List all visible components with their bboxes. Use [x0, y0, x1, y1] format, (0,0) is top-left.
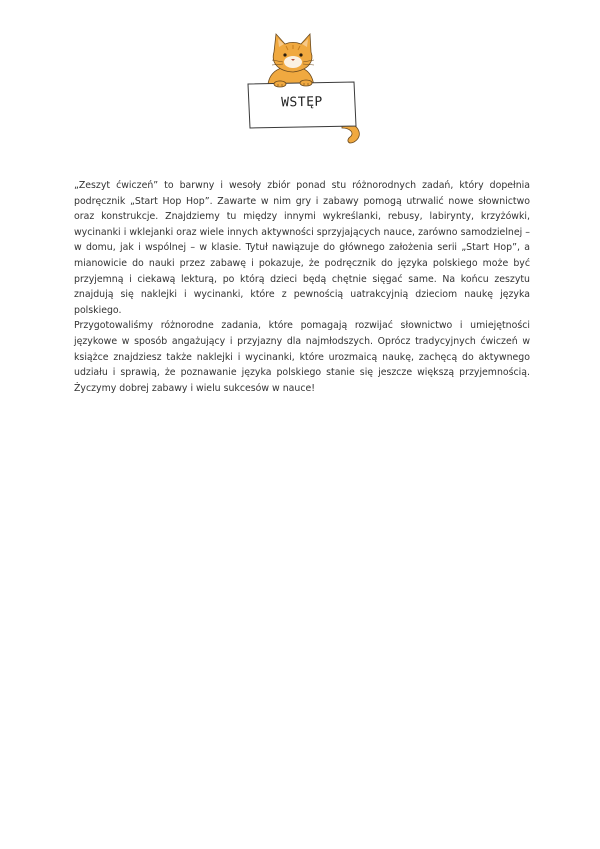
paragraph: „Zeszyt ćwiczeń” to barwny i wesoły zbiór ponad stu różnorodnych zadań, który dopełnia podręcznik „Start Hop Hop”. Zawarte w nim gry i zabawy pomogą utrwalić nowe słownictwo oraz konstrukcje. Znajdziemy tu między innymi wykreślanki, rebusy, labirynty, krzyżówki, wycinanki i wklejanki oraz wiele innych aktywności sprzyjających nauce, zarówno samodzielnej – w domu, jak i wspólnej – w klasie. Tytuł nawiązuje do głównego założenia serii „Start Hop”, a mianowicie do nauki przez zabawę i pokazuje, że podręcznik do języka polskiego może być przyjemną i ciekawą lekturą, po którą dzieci będą chętnie sięgać same. Na końcu zeszytu znajdują się naklejki i wycinanki, które z pewnością uatrakcyjnią dzieciom naukę języka polskiego.	[74, 180, 530, 316]
page-title: WSTĘP	[281, 94, 323, 111]
intro-text	[74, 178, 530, 396]
paragraph: Przygotowaliśmy różnorodne zadania, które pomagają rozwijać słownictwo i umiejętności językowe w sposób angażujący i przyjazny dla najmłodszych. Oprócz tradycyjnych ćwiczeń w książce znajdziesz także naklejki i wycinanki, które urozmaicą naukę, zachęcą do aktywnego udziału i sprawią, że poznawanie języka polskiego stanie się jeszcze większą przyjemnością. Życzymy dobrej zabawy i wielu sukcesów w nauce!	[74, 320, 530, 394]
cat-with-sign-illustration	[238, 28, 368, 153]
